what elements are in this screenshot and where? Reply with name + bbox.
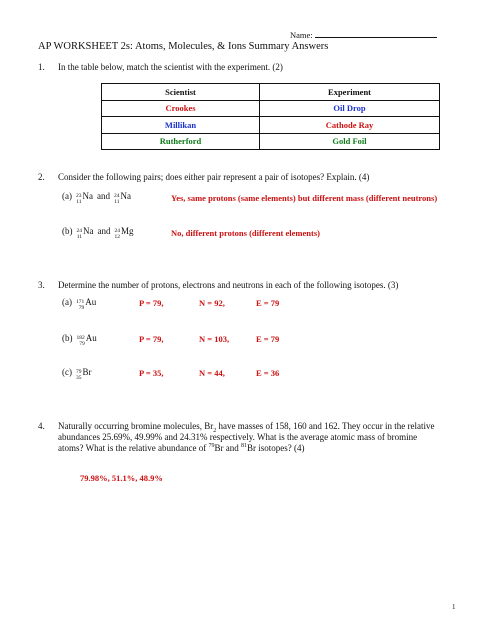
atomic-number: 11 (114, 199, 120, 205)
q3a-isotope (62, 297, 96, 313)
q4-line-1-a: Naturally occurring bromine molecules, Br (58, 421, 214, 431)
q4-line-2: abundances 25.69%, 49.99% and 24.31% respectively. What is the average atomic mass of bromine (58, 432, 418, 442)
q4-answer: 79.98%, 51.1%, 48.9% (80, 473, 163, 483)
element-symbol: Au (85, 297, 97, 307)
mass-number: 23 (76, 193, 82, 199)
element-symbol: Na (120, 191, 131, 201)
q4-line-3-b: Br and (214, 443, 242, 453)
element-symbol: Br (82, 367, 92, 377)
q2-text: Consider the following pairs; does either pair represent a pair of isotopes? Explain. (4) (58, 172, 370, 182)
mass-number: 171 (76, 299, 85, 305)
q2a-nuclide-1 (76, 191, 93, 207)
table-cell-scientist: Crookes (102, 100, 260, 117)
q2b-answer: No, different protons (different elements) (171, 228, 320, 238)
q3c-neutrons: N = 44, (199, 368, 225, 378)
q3b-protons: P = 79, (139, 334, 164, 344)
element-symbol: Au (85, 333, 97, 343)
mass-number: 24 (114, 228, 120, 234)
table-header-experiment: Experiment (260, 84, 440, 101)
q4-superscript-81: 81 (241, 443, 248, 449)
q3c-label: (c) (62, 367, 72, 377)
q4-line-1 (58, 421, 468, 432)
q4-number: 4. (38, 421, 45, 431)
atomic-number: 35 (76, 375, 82, 381)
table-header-scientist: Scientist (102, 84, 260, 101)
q3b-label: (b) (62, 333, 73, 343)
q3b-electrons: E = 79 (256, 334, 280, 344)
q4-text (58, 421, 468, 454)
q3b-isotope (62, 333, 97, 349)
atomic-number: 11 (76, 199, 82, 205)
table-cell-experiment: Gold Foil (260, 133, 440, 150)
q3a-protons: P = 79, (139, 298, 164, 308)
q1-number: 1. (38, 62, 45, 72)
table-cell-scientist: Millikan (102, 117, 260, 134)
name-label: Name: (290, 30, 313, 40)
mass-number: 24 (114, 193, 120, 199)
q3-number: 3. (38, 280, 45, 290)
atomic-number: 79 (79, 341, 85, 347)
element-symbol: Na (83, 226, 94, 236)
table-cell-scientist: Rutherford (102, 133, 260, 150)
table-cell-experiment: Cathode Ray (260, 117, 440, 134)
q3b-nuclide (77, 333, 97, 349)
element-symbol: Mg (121, 226, 134, 236)
mass-number: 79 (76, 369, 82, 375)
atomic-number: 79 (78, 305, 85, 311)
table-row (102, 100, 440, 117)
q3a-nuclide (76, 297, 96, 313)
table-header-row (102, 84, 440, 101)
q4-superscript-79: 79 (208, 443, 215, 449)
atomic-number: 11 (76, 234, 82, 240)
table-row (102, 133, 440, 150)
and-text: and (97, 191, 110, 201)
q3a-electrons: E = 79 (256, 298, 280, 308)
q2a-label: (a) (62, 191, 72, 201)
q2b-label: (b) (62, 226, 73, 236)
table-cell-experiment: Oil Drop (260, 100, 440, 117)
q2b-nuclide-2 (115, 226, 134, 242)
page-title: AP WORKSHEET 2s: Atoms, Molecules, & Ions Summary Answers (38, 41, 329, 52)
q4-line-3-c: Br isotopes? (4) (247, 443, 305, 453)
q1-text: In the table below, match the scientist with the experiment. (2) (58, 62, 283, 72)
q4-line-3 (58, 443, 468, 454)
scientist-experiment-table (101, 83, 440, 150)
q3c-isotope (62, 367, 92, 383)
q4-line-1-b: have masses of 158, 160 and 162. They occur in the relative (216, 421, 435, 431)
q3a-neutrons: N = 92, (199, 298, 225, 308)
element-symbol: Na (82, 191, 93, 201)
mass-number: 182 (76, 335, 85, 341)
q3c-protons: P = 35, (139, 368, 164, 378)
page-number: 1 (452, 603, 456, 611)
mass-number: 24 (76, 228, 82, 234)
q4-line-3-a: atoms? What is the relative abundance of (58, 443, 209, 453)
q2-number: 2. (38, 172, 45, 182)
q3-text: Determine the number of protons, electrons and neutrons in each of the following isotopes. (3) (58, 280, 399, 290)
table-row (102, 117, 440, 134)
q2b-pair (62, 226, 134, 242)
q3c-electrons: E = 36 (256, 368, 280, 378)
q2a-answer: Yes, same protons (same elements) but different mass (different neutrons) (171, 193, 438, 203)
and-text: and (97, 226, 111, 236)
q2a-nuclide-2 (114, 191, 131, 207)
q4-subscript: 2 (213, 427, 217, 434)
q3b-neutrons: N = 103, (199, 334, 230, 344)
q2a-pair (62, 191, 131, 207)
name-blank-line (315, 29, 437, 38)
atomic-number: 12 (114, 234, 120, 240)
q2b-nuclide-1 (77, 226, 94, 242)
q3c-nuclide (76, 367, 92, 383)
q3a-label: (a) (62, 297, 72, 307)
